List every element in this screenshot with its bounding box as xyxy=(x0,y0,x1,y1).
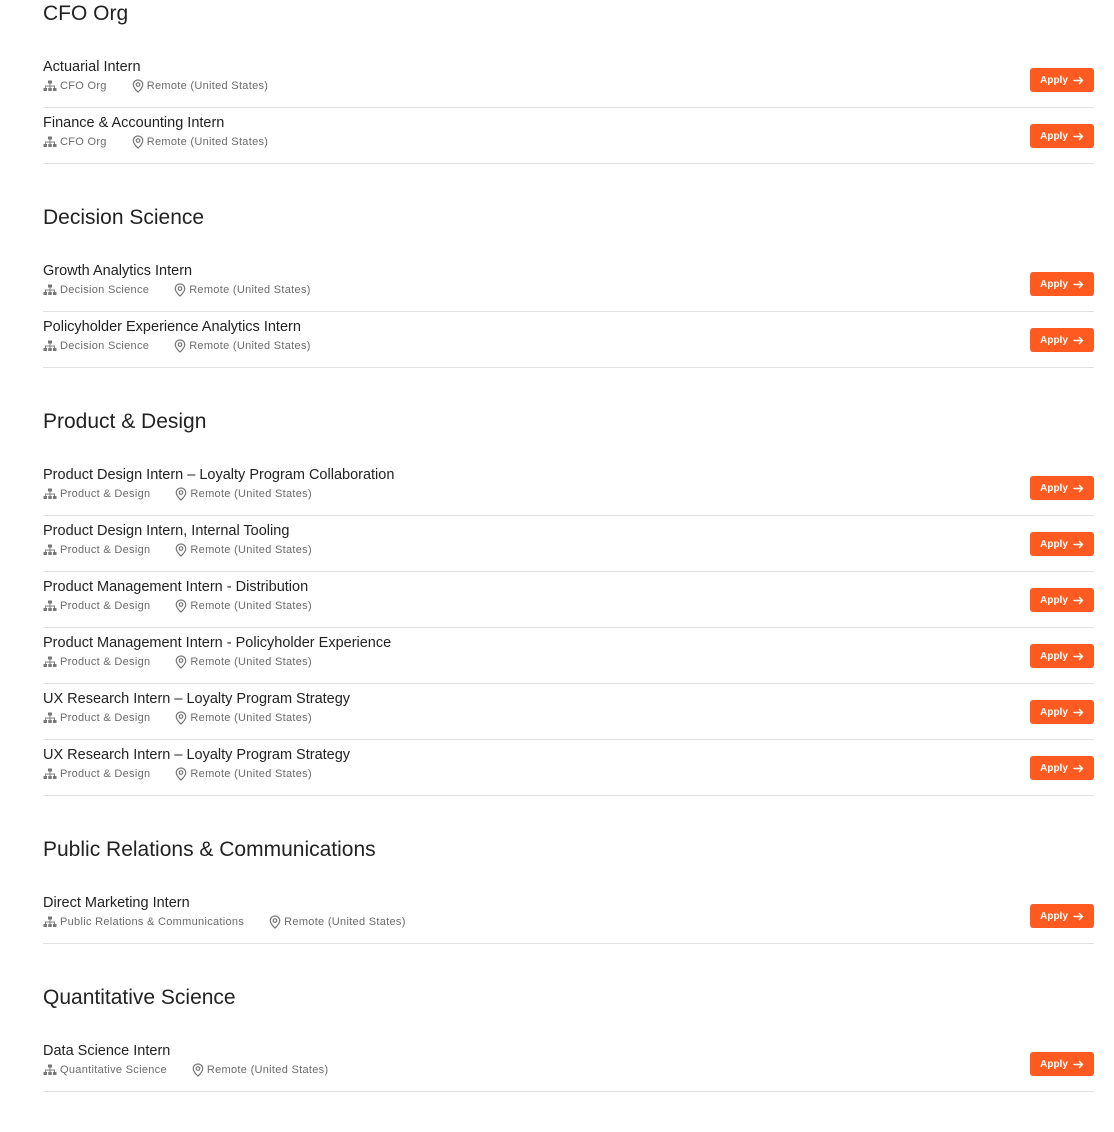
location xyxy=(132,135,269,149)
department xyxy=(43,655,150,669)
apply-button[interactable] xyxy=(1030,124,1094,148)
section-title: CFO Org xyxy=(43,2,129,25)
apply-label: Apply xyxy=(1040,130,1068,142)
job-row[interactable] xyxy=(43,684,1094,740)
job-title-link[interactable]: Direct Marketing Intern xyxy=(43,895,190,911)
apply-label: Apply xyxy=(1040,1058,1068,1070)
department-label: Public Relations & Communications xyxy=(60,916,245,928)
org-chart-icon xyxy=(43,656,57,668)
location xyxy=(175,599,312,613)
department-label: Product & Design xyxy=(60,600,151,612)
job-meta xyxy=(43,767,312,781)
org-chart-icon xyxy=(43,600,57,612)
job-row[interactable] xyxy=(43,740,1094,796)
apply-label: Apply xyxy=(1040,482,1068,494)
apply-button[interactable] xyxy=(1030,904,1094,928)
job-list xyxy=(43,1036,1094,1092)
job-row[interactable] xyxy=(43,572,1094,628)
apply-label: Apply xyxy=(1040,278,1068,290)
job-list xyxy=(43,460,1094,796)
location-pin-icon xyxy=(174,283,186,297)
job-meta xyxy=(43,915,406,929)
job-row[interactable] xyxy=(43,1036,1094,1092)
arrow-right-icon xyxy=(1073,540,1084,549)
job-title-link[interactable]: Actuarial Intern xyxy=(43,59,141,75)
job-meta xyxy=(43,655,312,669)
apply-button[interactable] xyxy=(1030,328,1094,352)
org-chart-icon xyxy=(43,1064,57,1076)
location-pin-icon xyxy=(175,487,187,501)
location-label: Remote (United States) xyxy=(206,1064,329,1076)
location xyxy=(192,1063,329,1077)
job-row[interactable] xyxy=(43,52,1094,108)
apply-button[interactable] xyxy=(1030,272,1094,296)
job-title-link[interactable]: UX Research Intern – Loyalty Program Strategy xyxy=(43,747,351,763)
job-meta xyxy=(43,283,311,297)
apply-button[interactable] xyxy=(1030,588,1094,612)
apply-button[interactable] xyxy=(1030,68,1094,92)
department-label: CFO Org xyxy=(60,136,107,148)
org-chart-icon xyxy=(43,488,57,500)
location-pin-icon xyxy=(175,655,187,669)
arrow-right-icon xyxy=(1073,76,1084,85)
location-label: Remote (United States) xyxy=(190,768,312,780)
location xyxy=(175,655,312,669)
arrow-right-icon xyxy=(1073,1060,1084,1069)
location-label: Remote (United States) xyxy=(190,544,312,556)
department-label: Quantitative Science xyxy=(60,1064,167,1076)
location-pin-icon xyxy=(132,79,144,93)
department xyxy=(43,711,150,725)
job-row[interactable] xyxy=(43,516,1094,572)
section-product-design xyxy=(43,408,1094,796)
location xyxy=(269,915,406,929)
job-title-link[interactable]: Product Management Intern - Policyholder Experience xyxy=(43,635,392,651)
org-chart-icon xyxy=(43,712,57,724)
location-label: Remote (United States) xyxy=(189,340,311,352)
location-pin-icon xyxy=(269,915,281,929)
arrow-right-icon xyxy=(1073,912,1084,921)
arrow-right-icon xyxy=(1073,484,1084,493)
department xyxy=(43,1063,167,1077)
department-label: Product & Design xyxy=(60,768,151,780)
location-pin-icon xyxy=(132,135,144,149)
location xyxy=(132,79,269,93)
apply-button[interactable] xyxy=(1030,700,1094,724)
org-chart-icon xyxy=(43,340,57,352)
location xyxy=(174,339,311,353)
location-pin-icon xyxy=(175,599,187,613)
department-label: Product & Design xyxy=(60,544,151,556)
apply-label: Apply xyxy=(1040,538,1068,550)
org-chart-icon xyxy=(43,136,57,148)
location-label: Remote (United States) xyxy=(189,284,311,296)
org-chart-icon xyxy=(43,768,57,780)
job-meta xyxy=(43,599,312,613)
apply-label: Apply xyxy=(1040,334,1068,346)
job-row[interactable] xyxy=(43,256,1094,312)
job-row[interactable] xyxy=(43,312,1094,368)
arrow-right-icon xyxy=(1073,132,1084,141)
arrow-right-icon xyxy=(1073,764,1084,773)
job-list xyxy=(43,256,1094,368)
section-title: Quantitative Science xyxy=(43,986,236,1009)
job-row[interactable] xyxy=(43,460,1094,516)
org-chart-icon xyxy=(43,916,57,928)
location xyxy=(174,283,311,297)
location xyxy=(175,711,312,725)
location-label: Remote (United States) xyxy=(284,916,406,928)
job-title-link[interactable]: UX Research Intern – Loyalty Program Strategy xyxy=(43,691,351,707)
apply-button[interactable] xyxy=(1030,756,1094,780)
location xyxy=(175,767,312,781)
location-pin-icon xyxy=(175,767,187,781)
department-label: Product & Design xyxy=(60,712,151,724)
department xyxy=(43,135,107,149)
location-pin-icon xyxy=(174,339,186,353)
job-meta xyxy=(43,339,311,353)
apply-label: Apply xyxy=(1040,706,1068,718)
apply-button[interactable] xyxy=(1030,644,1094,668)
job-list xyxy=(43,52,1094,164)
job-title-link[interactable]: Data Science Intern xyxy=(43,1043,171,1059)
job-meta xyxy=(43,711,312,725)
job-title-link[interactable]: Policyholder Experience Analytics Intern xyxy=(43,319,301,335)
department xyxy=(43,283,149,297)
location xyxy=(175,487,312,501)
arrow-right-icon xyxy=(1073,708,1084,717)
department-label: Decision Science xyxy=(60,284,150,296)
arrow-right-icon xyxy=(1073,280,1084,289)
location-label: Remote (United States) xyxy=(190,712,312,724)
location-pin-icon xyxy=(175,543,187,557)
org-chart-icon xyxy=(43,80,57,92)
department-label: Product & Design xyxy=(60,488,151,500)
job-title-link[interactable]: Product Design Intern, Internal Tooling xyxy=(43,523,290,539)
arrow-right-icon xyxy=(1073,652,1084,661)
department xyxy=(43,79,107,93)
section-title: Public Relations & Communications xyxy=(43,838,376,861)
arrow-right-icon xyxy=(1073,596,1084,605)
section-title: Decision Science xyxy=(43,206,205,229)
apply-button[interactable] xyxy=(1030,1052,1094,1076)
job-meta xyxy=(43,79,268,93)
department-label: Decision Science xyxy=(60,340,150,352)
job-title-link[interactable]: Finance & Accounting Intern xyxy=(43,115,225,131)
department-label: CFO Org xyxy=(60,80,107,92)
job-meta xyxy=(43,1063,328,1077)
job-row[interactable] xyxy=(43,108,1094,164)
department xyxy=(43,543,150,557)
location-label: Remote (United States) xyxy=(190,488,312,500)
job-title-link[interactable]: Product Management Intern - Distribution xyxy=(43,579,309,595)
department-label: Product & Design xyxy=(60,656,151,668)
job-row[interactable] xyxy=(43,628,1094,684)
department xyxy=(43,487,150,501)
location-label: Remote (United States) xyxy=(190,656,312,668)
section-title: Product & Design xyxy=(43,410,207,433)
apply-button[interactable] xyxy=(1030,532,1094,556)
org-chart-icon xyxy=(43,284,57,296)
apply-label: Apply xyxy=(1040,910,1068,922)
location-pin-icon xyxy=(192,1063,204,1077)
location-label: Remote (United States) xyxy=(146,136,269,148)
job-title-link[interactable]: Product Design Intern – Loyalty Program Collaboration xyxy=(43,467,395,483)
location-label: Remote (United States) xyxy=(190,600,312,612)
section-public-relations xyxy=(43,836,1094,944)
job-meta xyxy=(43,135,268,149)
department xyxy=(43,915,244,929)
department xyxy=(43,767,150,781)
apply-label: Apply xyxy=(1040,74,1068,86)
apply-label: Apply xyxy=(1040,762,1068,774)
section-decision-science xyxy=(43,204,1094,368)
apply-label: Apply xyxy=(1040,594,1068,606)
arrow-right-icon xyxy=(1073,336,1084,345)
job-listings xyxy=(43,0,1094,1132)
location-pin-icon xyxy=(175,711,187,725)
department xyxy=(43,599,150,613)
apply-button[interactable] xyxy=(1030,476,1094,500)
job-meta xyxy=(43,543,312,557)
job-row[interactable] xyxy=(43,888,1094,944)
job-title-link[interactable]: Growth Analytics Intern xyxy=(43,263,193,279)
org-chart-icon xyxy=(43,544,57,556)
section-quantitative-science xyxy=(43,984,1094,1092)
location-label: Remote (United States) xyxy=(146,80,269,92)
location xyxy=(175,543,312,557)
department xyxy=(43,339,149,353)
section-cfo-org xyxy=(43,0,1094,164)
apply-label: Apply xyxy=(1040,650,1068,662)
job-list xyxy=(43,888,1094,944)
job-meta xyxy=(43,487,312,501)
